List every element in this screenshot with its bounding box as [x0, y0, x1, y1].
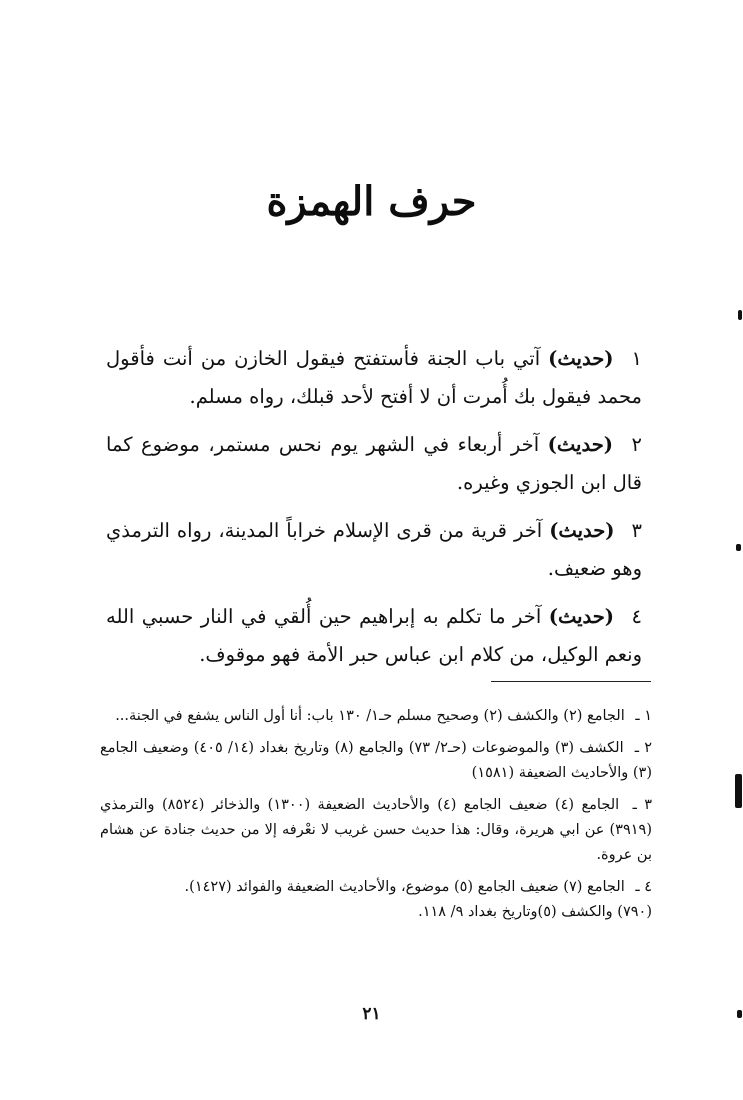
- footnote-number: ١ ـ: [635, 708, 652, 724]
- footnote-1: [100, 704, 652, 729]
- hadith-entry-1: [106, 340, 642, 416]
- footnote-3: [100, 793, 652, 868]
- hadith-entry-3: [106, 512, 642, 588]
- scan-margin-mark: [736, 544, 741, 551]
- hadith-keyword: (حديث): [549, 519, 615, 542]
- footnote-number: ٣ ـ: [632, 797, 652, 813]
- scan-margin-mark: [737, 1010, 742, 1018]
- footnotes: [100, 704, 652, 932]
- footnote-text: الجامع (٤) ضعيف الجامع (٤) والأحاديث الضعيفة (١٣٠٠) والذخائر (٨٥٢٤) والترمذي (٣٩١٩) عن ابي هريرة، وقال: هذا حديث حسن غريب لا نعْرفه إلا من حديث جنادة عن هشام بن عروة.: [100, 797, 652, 863]
- footnote-number: ٢ ـ: [634, 740, 653, 756]
- hadith-list: [106, 340, 642, 684]
- footnote-number: ٤ ـ: [635, 879, 652, 895]
- hadith-text: آتي باب الجنة فأستفتح فيقول الخازن من أنت فأقول محمد فيقول بك أُمرت أن لا أفتح لأحد قبلك، رواه مسلم.: [106, 347, 642, 408]
- hadith-entry-2: [106, 426, 642, 502]
- hadith-keyword: (حديث): [548, 605, 615, 628]
- footnote-text: الجامع (٧) ضعيف الجامع (٥) موضوع، والأحاديث الضعيفة والفوائد (١٤٢٧).: [184, 879, 625, 895]
- chapter-title: حرف الهمزة: [266, 178, 477, 225]
- scan-margin-mark: [735, 774, 742, 808]
- hadith-number: ٢: [631, 433, 642, 456]
- footnote-continuation: (٧٩٠) والكشف (٥)وتاريخ بغداد ٩/ ١١٨.: [418, 904, 652, 920]
- hadith-number: ٤: [631, 605, 642, 628]
- hadith-keyword: (حديث): [548, 347, 614, 370]
- hadith-number: ١: [631, 347, 643, 370]
- page-number: ٢١: [362, 1004, 381, 1024]
- hadith-text: آخر أربعاء في الشهر يوم نحس مستمر، موضوع كما قال ابن الجوزي وغيره.: [106, 433, 642, 494]
- hadith-text: آخر ما تكلم به إبراهيم حين أُلقي في النار حسبي الله ونعم الوكيل، من كلام ابن عباس حبر الأمة فهو موقوف.: [106, 605, 642, 666]
- footnote-text: الجامع (٢) والكشف (٢) وصحيح مسلم حـ١/ ١٣٠ باب: أنا أول الناس يشفع في الجنة...: [115, 708, 625, 724]
- footnote-divider: [491, 681, 651, 682]
- hadith-text: آخر قرية من قرى الإسلام خراباً المدينة، رواه الترمذي وهو ضعيف.: [106, 519, 642, 580]
- footnote-2: [100, 736, 652, 786]
- footnote-text: الكشف (٣) والموضوعات (حـ٢/ ٧٣) والجامع (٨) وتاريخ بغداد (١٤/ ٤٠٥) وضعيف الجامع (٣) والأحاديث الضعيفة (١٥٨١): [100, 740, 652, 781]
- hadith-number: ٣: [631, 519, 642, 542]
- footnote-4: [100, 875, 652, 925]
- scan-margin-mark: [738, 310, 742, 320]
- hadith-entry-4: [106, 598, 642, 674]
- hadith-keyword: (حديث): [547, 433, 613, 456]
